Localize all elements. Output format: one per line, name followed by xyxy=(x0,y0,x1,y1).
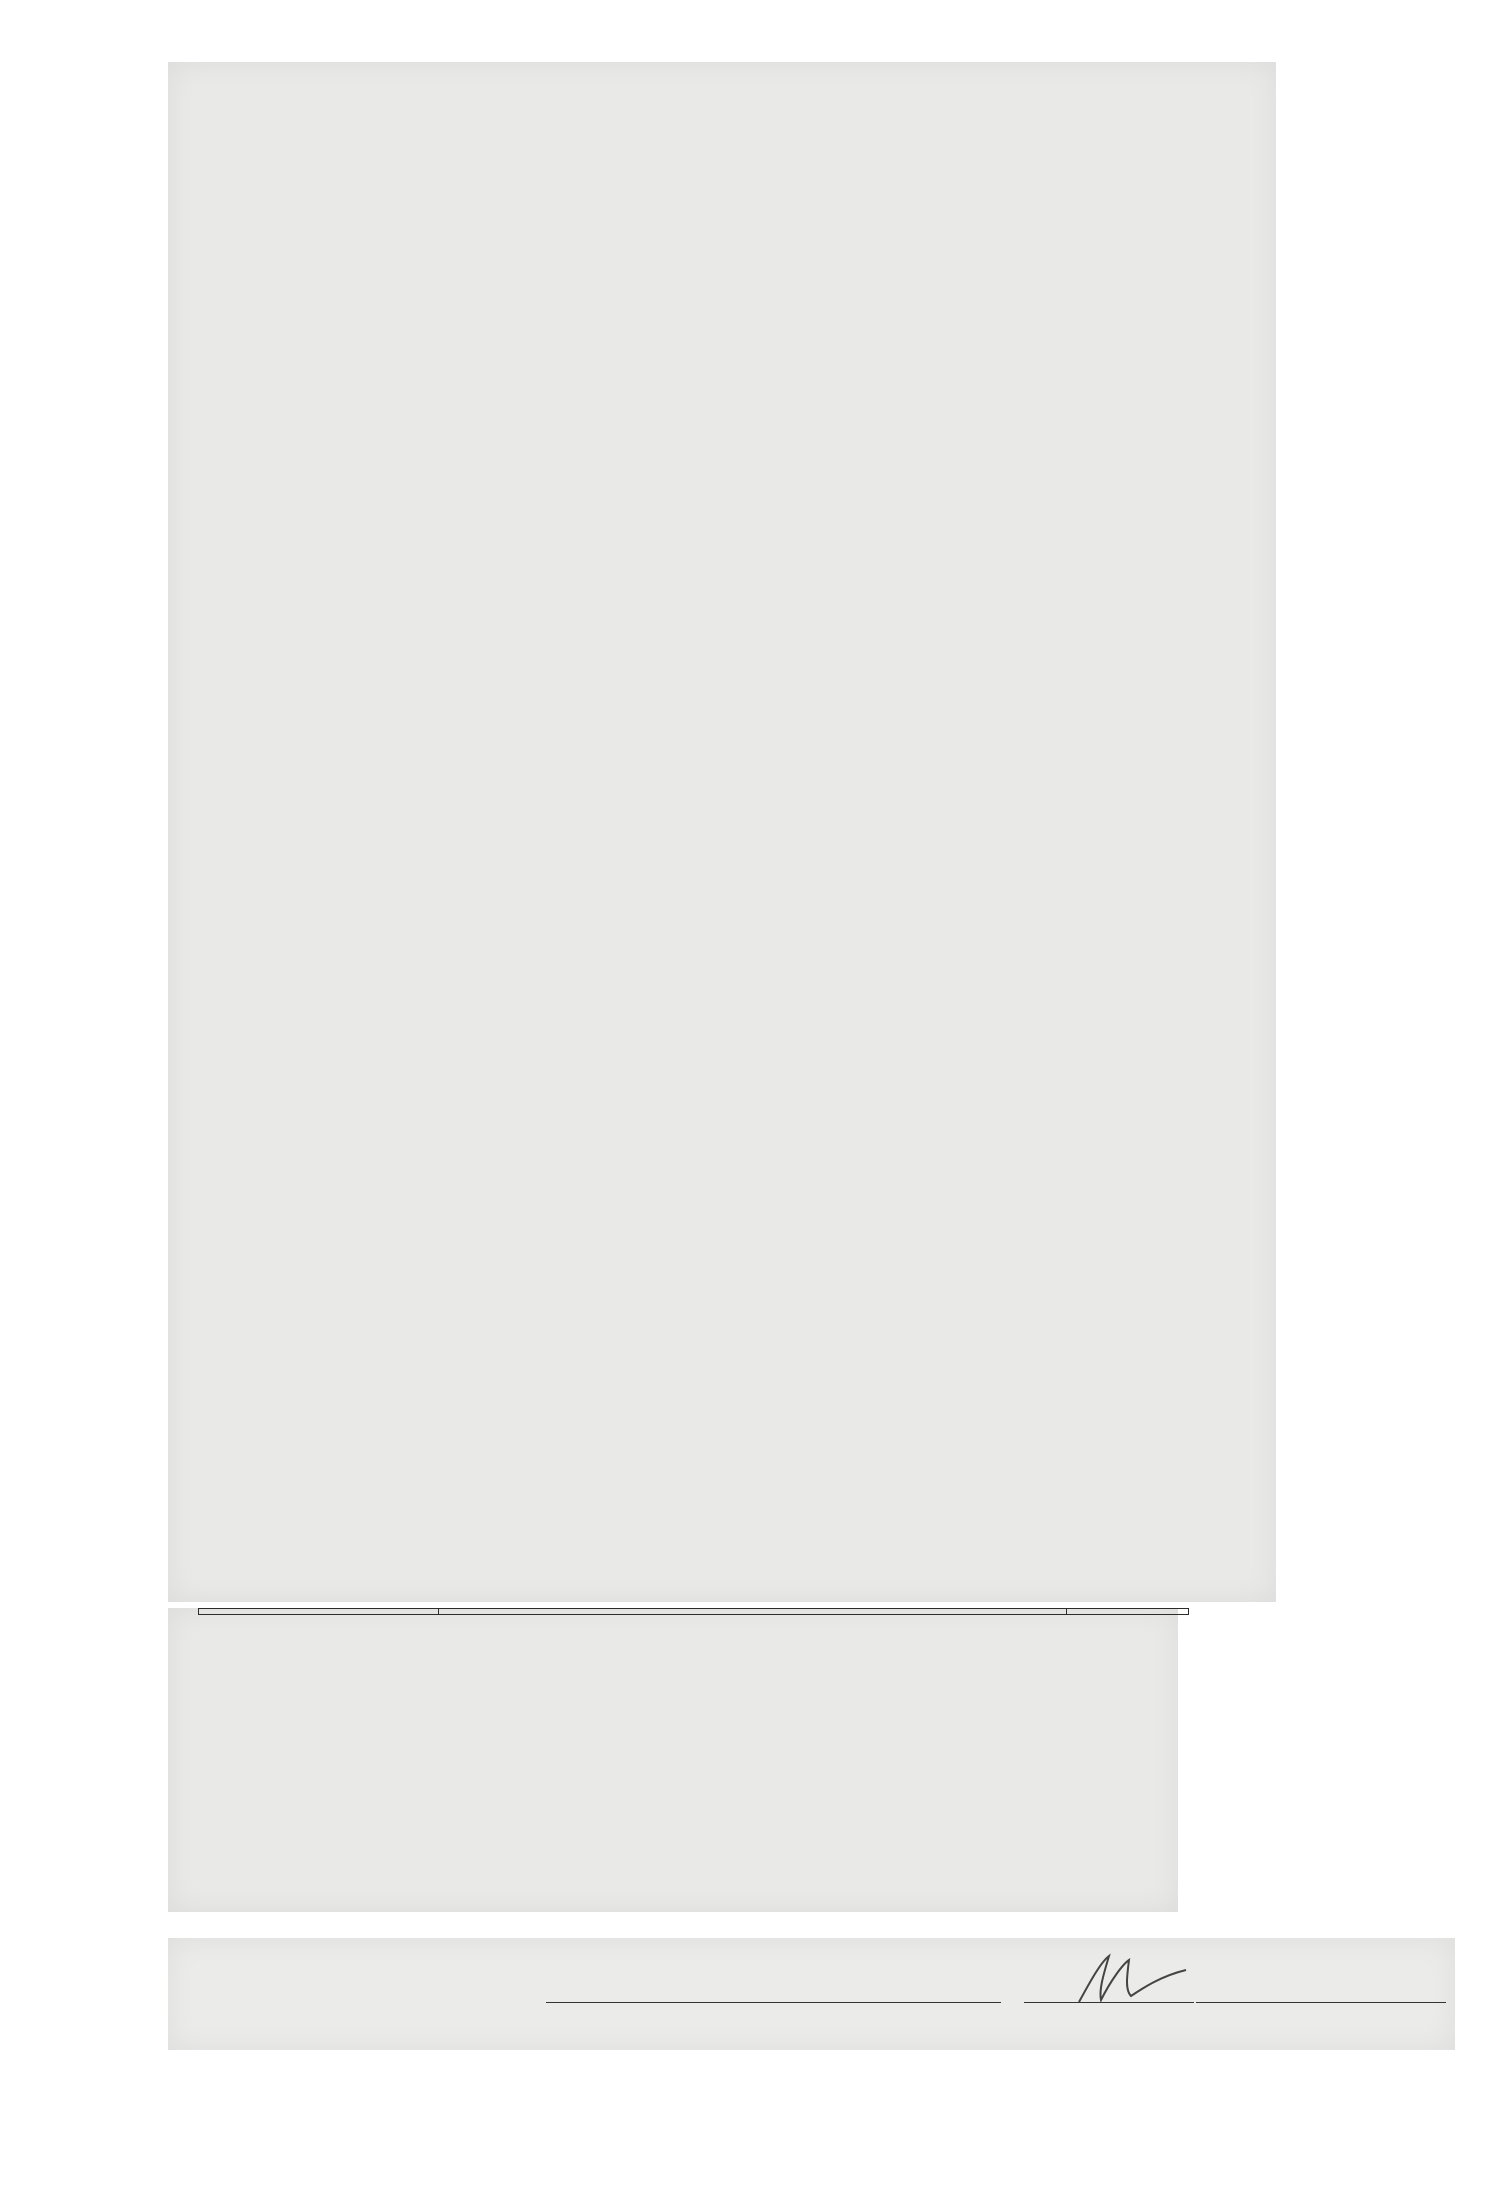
basis-note xyxy=(188,1832,1168,1858)
staff-table-continued xyxy=(198,1608,1189,1615)
balloon-border-right xyxy=(1455,52,1510,2150)
position-line xyxy=(546,2002,1001,2003)
balloon-border-top xyxy=(0,0,1510,52)
scanned-page-main xyxy=(168,62,1276,1602)
column-number xyxy=(199,1609,439,1615)
name-line xyxy=(1196,2002,1446,2003)
scanned-page-fragment xyxy=(168,1608,1178,1912)
column-number xyxy=(1067,1609,1189,1615)
balloon-border-bottom xyxy=(0,2150,1510,2204)
balloon-border-left xyxy=(0,52,52,2150)
column-number xyxy=(439,1609,1067,1615)
table-header-row xyxy=(199,1609,1189,1615)
signature-block xyxy=(168,1938,1455,2050)
handwritten-signature xyxy=(1071,1950,1191,2010)
